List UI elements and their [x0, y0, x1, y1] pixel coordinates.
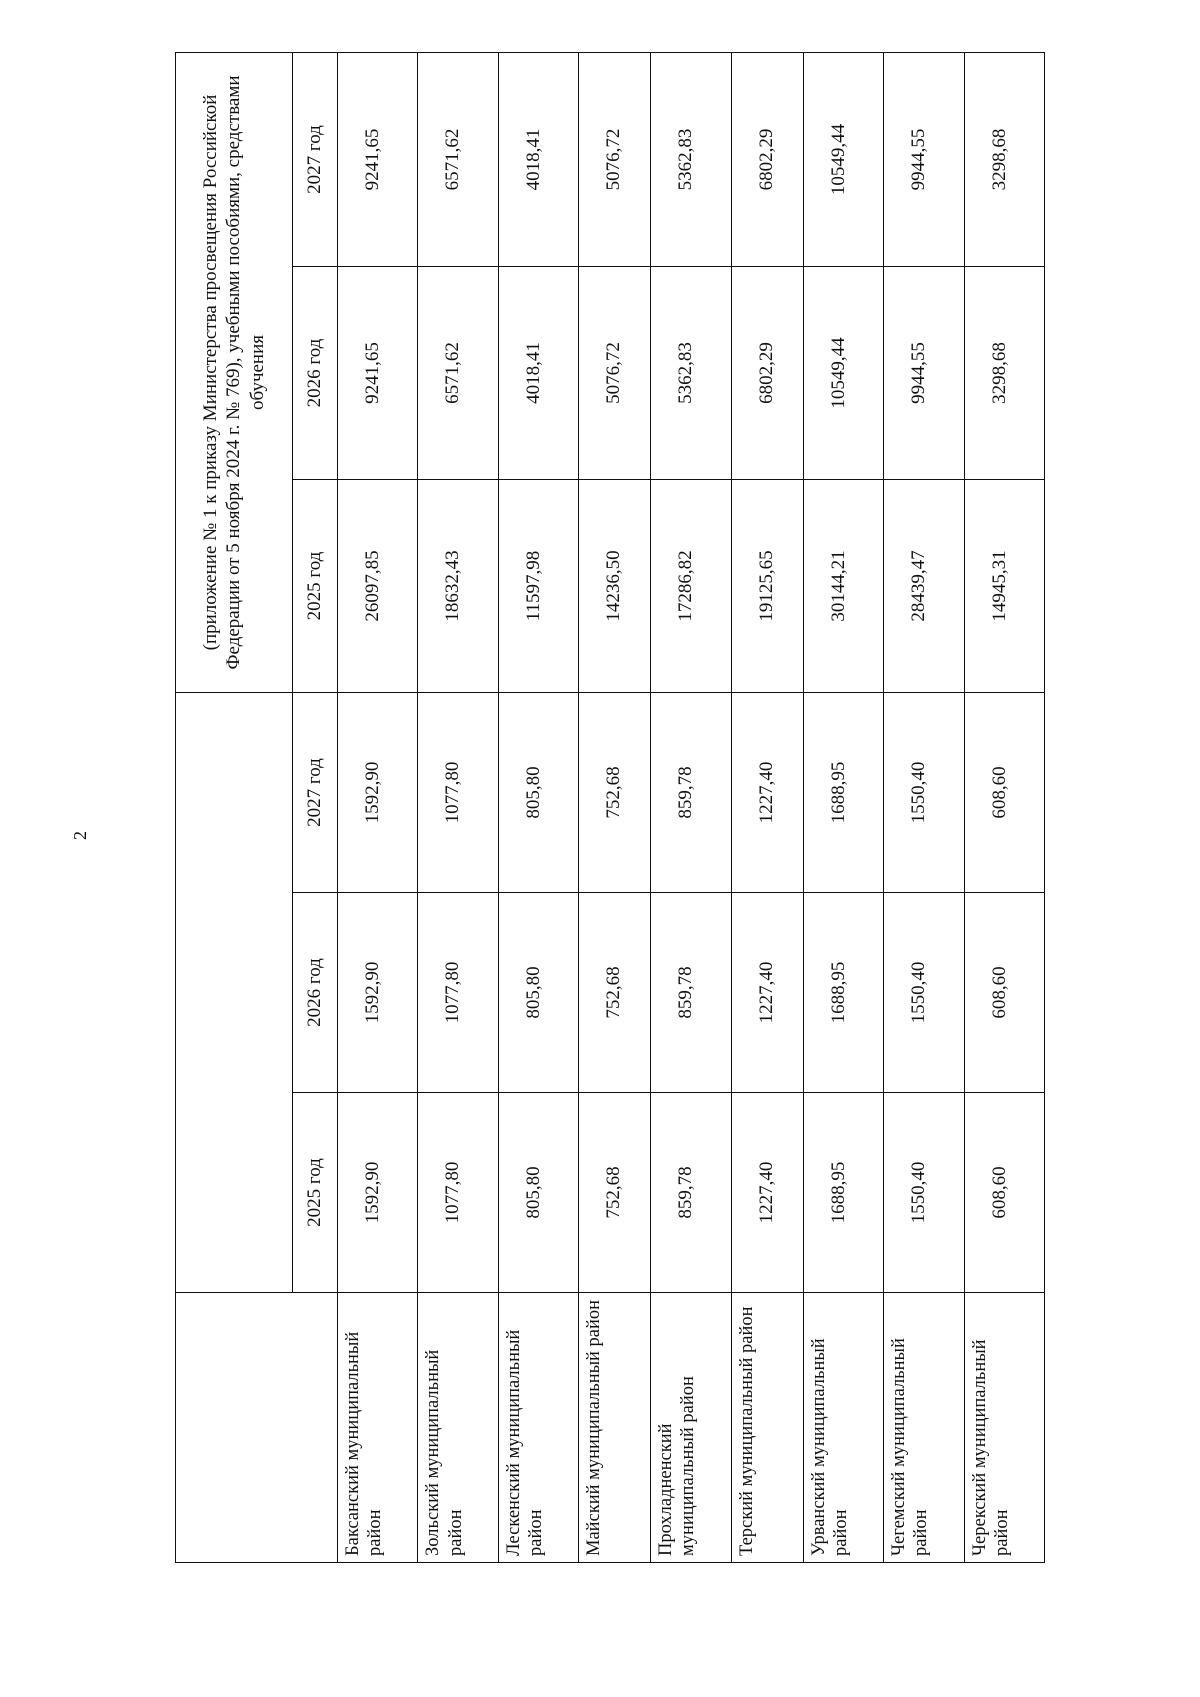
value-cell: 5362,83 — [651, 52, 731, 266]
district-name: Майский муниципальный район — [579, 1293, 651, 1563]
district-name: Баксанский муниципальный район — [338, 1293, 418, 1563]
value-cell: 608,60 — [964, 1093, 1044, 1293]
table-header-top — [176, 52, 293, 1562]
value-cell: 26097,85 — [338, 479, 418, 692]
value-cell: 6802,29 — [731, 52, 803, 266]
value-cell: 805,80 — [498, 893, 578, 1093]
page-number: 2 — [70, 831, 90, 840]
value-cell: 18632,43 — [418, 479, 498, 692]
district-name: Терский муниципальный район — [731, 1293, 803, 1563]
value-cell: 1688,95 — [803, 1093, 883, 1293]
value-cell: 11597,98 — [498, 479, 578, 692]
value-cell: 752,68 — [579, 692, 651, 892]
value-cell: 4018,41 — [498, 266, 578, 479]
value-cell: 6802,29 — [731, 266, 803, 479]
table-row — [803, 52, 883, 1562]
value-cell: 859,78 — [651, 1093, 731, 1293]
value-cell: 19125,65 — [731, 479, 803, 692]
value-cell: 1550,40 — [884, 893, 964, 1093]
value-cell: 5076,72 — [579, 52, 651, 266]
value-cell: 1688,95 — [803, 692, 883, 892]
value-cell: 752,68 — [579, 893, 651, 1093]
value-cell: 6571,62 — [418, 52, 498, 266]
value-cell: 9241,65 — [338, 52, 418, 266]
year-header: 2026 год — [293, 266, 338, 479]
value-cell: 17286,82 — [651, 479, 731, 692]
district-name: Прохладненский муниципальный район — [651, 1293, 731, 1563]
header-blank — [176, 1293, 338, 1563]
table-row — [731, 52, 803, 1562]
value-cell: 608,60 — [964, 692, 1044, 892]
year-header: 2026 год — [293, 893, 338, 1093]
value-cell: 3298,68 — [964, 52, 1044, 266]
value-cell: 1077,80 — [418, 893, 498, 1093]
table-wrapper — [175, 53, 1045, 1563]
value-cell: 805,80 — [498, 692, 578, 892]
value-cell: 1550,40 — [884, 692, 964, 892]
value-cell: 1227,40 — [731, 1093, 803, 1293]
value-cell: 1592,90 — [338, 1093, 418, 1293]
value-cell: 9944,55 — [884, 52, 964, 266]
table-rotation — [175, 53, 1045, 1563]
value-cell: 28439,47 — [884, 479, 964, 692]
value-cell: 3298,68 — [964, 266, 1044, 479]
year-header: 2027 год — [293, 692, 338, 892]
value-cell: 4018,41 — [498, 52, 578, 266]
district-name: Зольский муниципальный район — [418, 1293, 498, 1563]
table-row — [651, 52, 731, 1562]
budget-table — [175, 52, 1045, 1563]
district-name: Лескенский муниципальный район — [498, 1293, 578, 1563]
value-cell: 5362,83 — [651, 266, 731, 479]
table-row — [884, 52, 964, 1562]
year-header: 2025 год — [293, 1093, 338, 1293]
table-body — [338, 52, 1045, 1562]
value-cell: 805,80 — [498, 1093, 578, 1293]
value-cell: 14236,50 — [579, 479, 651, 692]
district-name: Чегемский муниципальный район — [884, 1293, 964, 1563]
table-row — [338, 52, 418, 1562]
value-cell: 9944,55 — [884, 266, 964, 479]
group2-header-note: (приложение № 1 к приказу Министерства просвещения Российской Федерации от 5 ноября 2024 г. № 769), учебными пособиями, средствами обучения — [176, 52, 293, 692]
value-cell: 9241,65 — [338, 266, 418, 479]
value-cell: 859,78 — [651, 893, 731, 1093]
value-cell: 752,68 — [579, 1093, 651, 1293]
value-cell: 10549,44 — [803, 52, 883, 266]
value-cell: 1592,90 — [338, 692, 418, 892]
value-cell: 10549,44 — [803, 266, 883, 479]
value-cell: 1227,40 — [731, 692, 803, 892]
value-cell: 6571,62 — [418, 266, 498, 479]
group1-header — [176, 692, 293, 1292]
district-name: Урванский муниципальный район — [803, 1293, 883, 1563]
value-cell: 859,78 — [651, 692, 731, 892]
value-cell: 5076,72 — [579, 266, 651, 479]
table-row — [579, 52, 651, 1562]
value-cell: 1227,40 — [731, 893, 803, 1093]
table-row — [964, 52, 1044, 1562]
year-header: 2027 год — [293, 52, 338, 266]
value-cell: 1550,40 — [884, 1093, 964, 1293]
value-cell: 1592,90 — [338, 893, 418, 1093]
value-cell: 608,60 — [964, 893, 1044, 1093]
value-cell: 1077,80 — [418, 692, 498, 892]
year-header: 2025 год — [293, 479, 338, 692]
district-name: Черекский муниципальный район — [964, 1293, 1044, 1563]
value-cell: 1077,80 — [418, 1093, 498, 1293]
value-cell: 30144,21 — [803, 479, 883, 692]
value-cell: 14945,31 — [964, 479, 1044, 692]
table-row — [498, 52, 578, 1562]
table-row — [418, 52, 498, 1562]
value-cell: 1688,95 — [803, 893, 883, 1093]
